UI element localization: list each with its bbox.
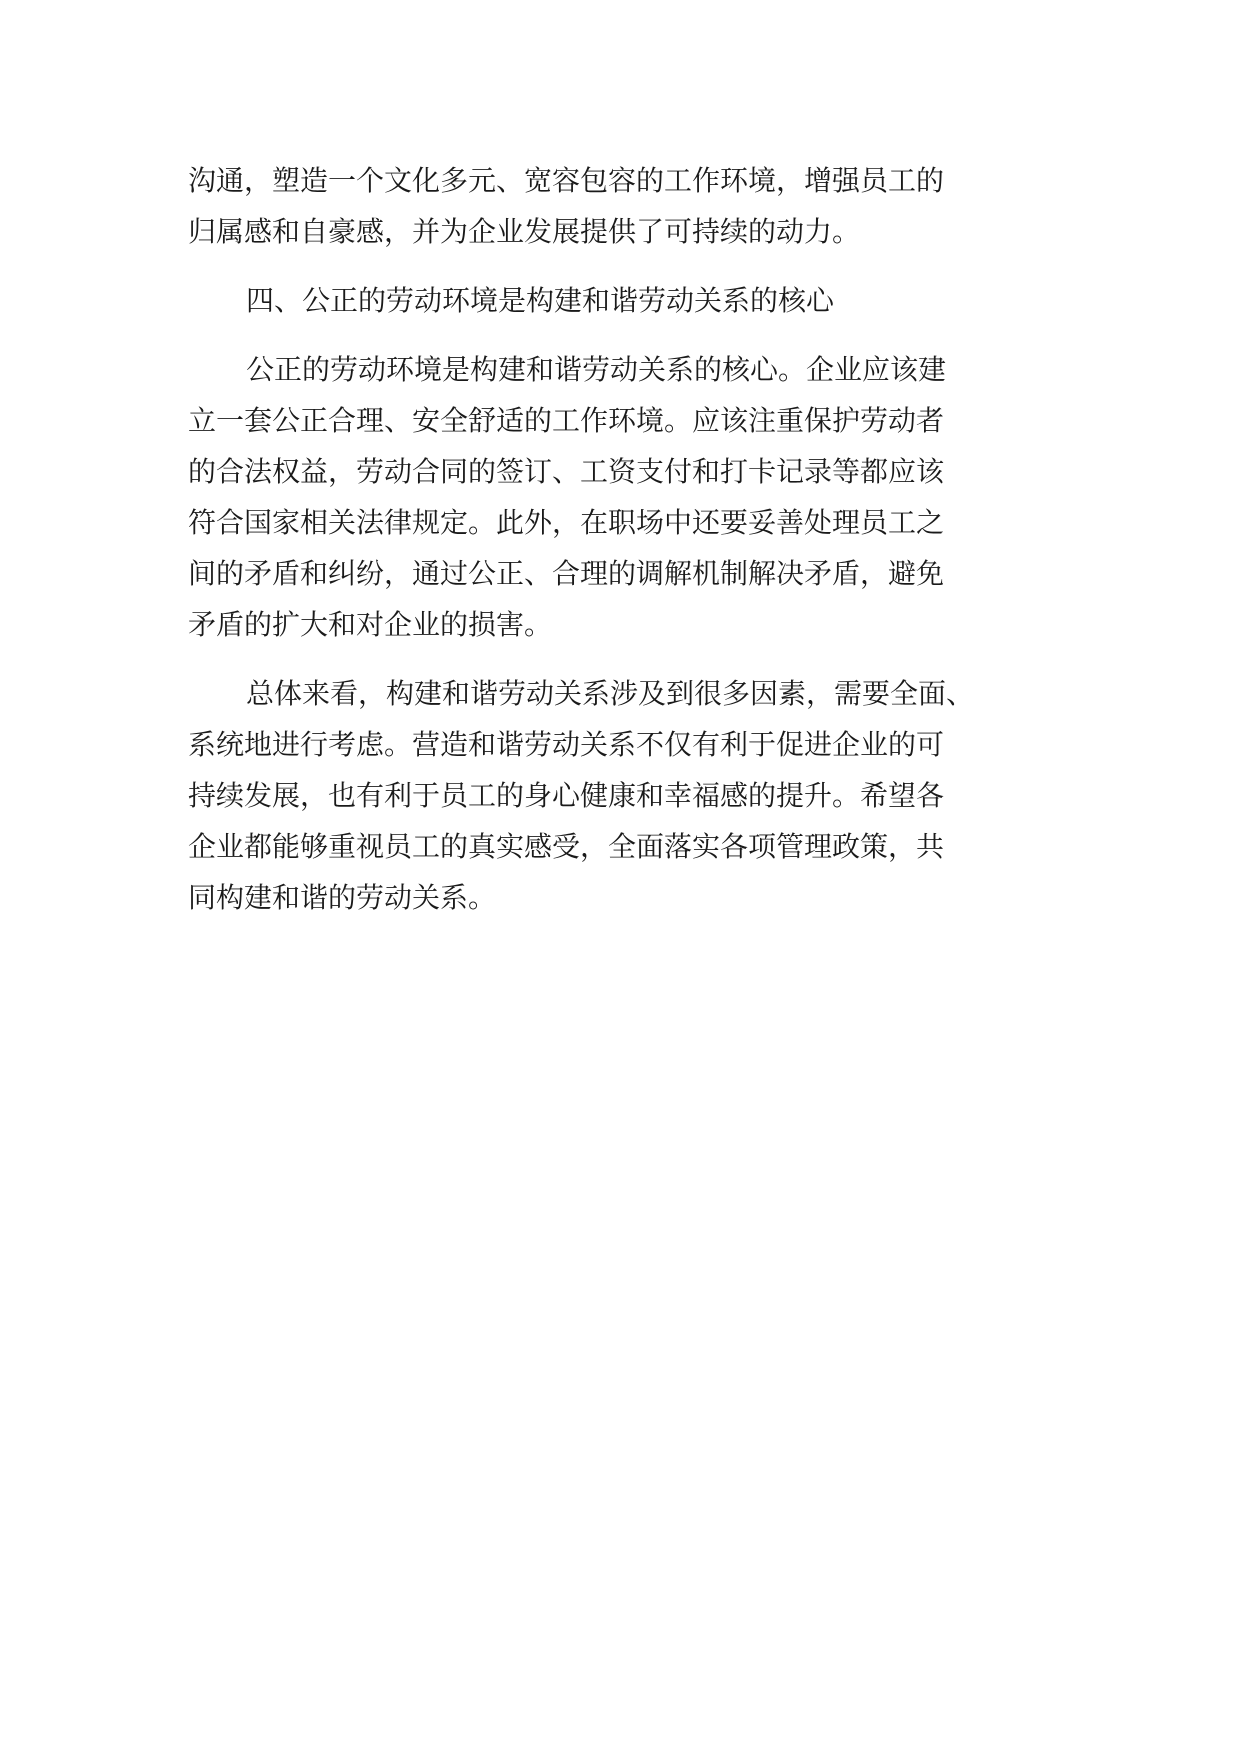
text-line: 持续发展，也有利于员工的身心健康和幸福感的提升。希望各 — [188, 779, 945, 812]
text-line: 沟通，塑造一个文化多元、宽容包容的工作环境，增强员工的 — [188, 164, 945, 197]
text-line: 矛盾的扩大和对企业的损害。 — [188, 608, 553, 641]
section-heading — [188, 275, 1068, 326]
text-line: 的合法权益，劳动合同的签订、工资支付和打卡记录等都应该 — [188, 455, 945, 488]
text-line: 公正的劳动环境是构建和谐劳动关系的核心。企业应该建 — [246, 353, 947, 386]
text-line: 符合国家相关法律规定。此外，在职场中还要妥善处理员工之 — [188, 506, 945, 539]
heading-text: 四、公正的劳动环境是构建和谐劳动关系的核心 — [246, 284, 835, 317]
paragraph — [188, 668, 1068, 923]
text-line: 系统地进行考虑。营造和谐劳动关系不仅有利于促进企业的可 — [188, 728, 945, 761]
text-line: 总体来看，构建和谐劳动关系涉及到很多因素，需要全面、 — [246, 677, 975, 710]
text-line: 间的矛盾和纠纷，通过公正、合理的调解机制解决矛盾，避免 — [188, 557, 945, 590]
text-line: 企业都能够重视员工的真实感受，全面落实各项管理政策，共 — [188, 830, 945, 863]
paragraph-continued — [188, 155, 1068, 257]
document-body — [188, 155, 1068, 923]
paragraph — [188, 344, 1068, 650]
text-line: 立一套公正合理、安全舒适的工作环境。应该注重保护劳动者 — [188, 404, 945, 437]
text-line: 同构建和谐的劳动关系。 — [188, 881, 497, 914]
text-line: 归属感和自豪感，并为企业发展提供了可持续的动力。 — [188, 215, 861, 248]
